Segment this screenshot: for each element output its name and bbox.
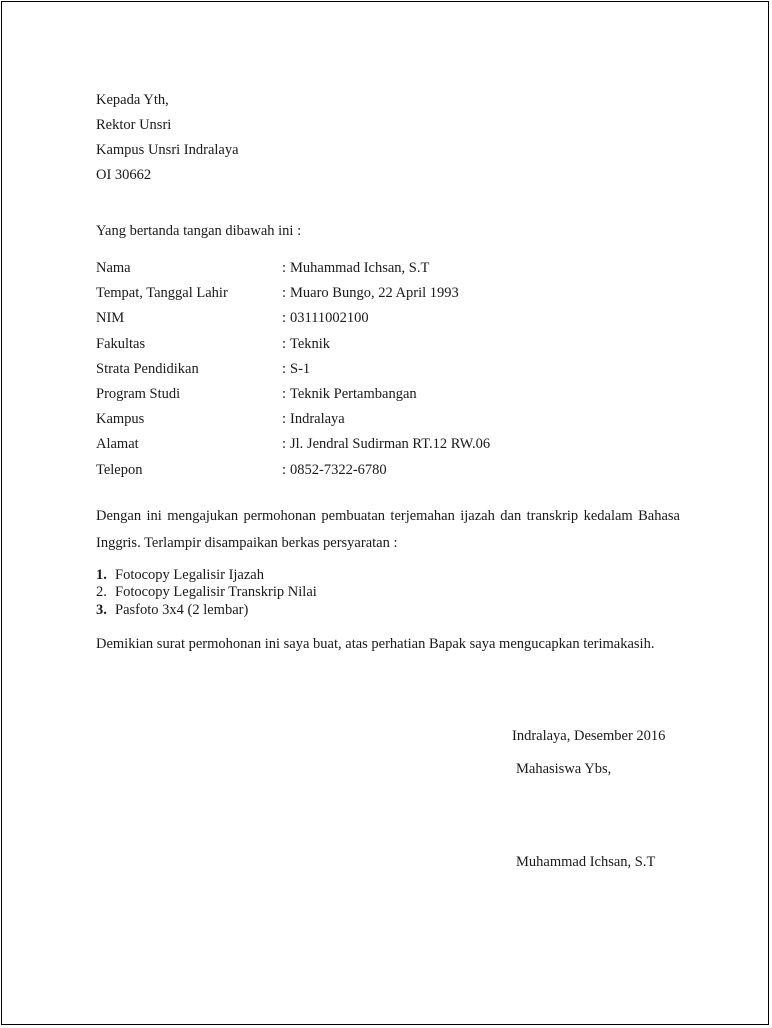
field-colon: : — [282, 360, 287, 377]
signature-name: Muhammad Ichsan, S.T — [516, 854, 656, 870]
field-value: Teknik Pertambangan — [290, 385, 417, 402]
field-label: Strata Pendidikan — [96, 360, 199, 377]
field-value: 0852-7322-6780 — [290, 461, 387, 478]
field-value: Muhammad Ichsan, S.T — [290, 260, 430, 276]
intro-text: Yang bertanda tangan dibawah ini : — [96, 223, 302, 239]
field-row-prodi — [96, 384, 680, 409]
attachment-list — [96, 567, 680, 620]
field-row-nama — [96, 258, 680, 283]
list-number: 3. — [96, 601, 107, 618]
field-value: Teknik — [290, 335, 331, 352]
list-text: Fotocopy Legalisir Ijazah — [115, 566, 264, 583]
field-row-nim — [96, 308, 680, 333]
field-colon: : — [282, 385, 287, 402]
field-colon: : — [282, 461, 287, 478]
list-text: Fotocopy Legalisir Transkrip Nilai — [115, 584, 317, 601]
field-value: Indralaya — [290, 411, 345, 428]
field-value: 03111002100 — [290, 310, 369, 327]
field-label: NIM — [96, 310, 125, 327]
signature-place-date: Indralaya, Desember 2016 — [512, 728, 666, 744]
list-item — [96, 567, 680, 585]
field-colon: : — [282, 310, 287, 327]
field-colon: : — [282, 436, 287, 453]
field-row-alamat — [96, 434, 680, 459]
field-colon: : — [282, 285, 287, 302]
field-label: Fakultas — [96, 335, 146, 352]
address-line: OI 30662 — [96, 167, 152, 183]
list-item — [96, 584, 680, 602]
field-label: Program Studi — [96, 385, 181, 402]
document-page — [1, 1, 769, 1025]
closing-paragraph: Demikian surat permohonan ini saya buat, atas perhatian Bapak saya mengucapkan terimakasih. — [96, 636, 655, 653]
personal-details — [96, 258, 680, 485]
list-text: Pasfoto 3x4 (2 lembar) — [115, 601, 249, 618]
field-row-strata — [96, 359, 680, 384]
field-value: Muaro Bungo, 22 April 1993 — [290, 285, 459, 302]
field-colon: : — [282, 260, 287, 276]
request-paragraph: Dengan ini mengajukan permohonan pembuatan terjemahan ijazah dan transkrip kedalam Bahasa Inggris. Terlampir disampaikan berkas persyaratan : — [96, 507, 680, 551]
field-row-kampus — [96, 409, 680, 434]
field-colon: : — [282, 411, 287, 428]
field-label: Kampus — [96, 411, 145, 428]
recipient-address — [96, 90, 680, 190]
list-number: 1. — [96, 566, 107, 583]
field-label: Alamat — [96, 436, 139, 453]
field-colon: : — [282, 335, 287, 352]
signature-role: Mahasiswa Ybs, — [516, 761, 612, 777]
field-label: Telepon — [96, 461, 143, 478]
field-row-telepon — [96, 460, 680, 485]
field-label: Nama — [96, 260, 131, 276]
field-row-ttl — [96, 283, 680, 308]
field-row-fakultas — [96, 334, 680, 359]
letter-body — [96, 90, 680, 654]
field-value: S-1 — [290, 360, 311, 377]
address-line: Rektor Unsri — [96, 117, 172, 133]
list-item — [96, 602, 680, 620]
list-number: 2. — [96, 584, 107, 601]
address-line: Kampus Unsri Indralaya — [96, 142, 239, 158]
field-label: Tempat, Tanggal Lahir — [96, 285, 228, 302]
address-line: Kepada Yth, — [96, 92, 169, 108]
field-value: Jl. Jendral Sudirman RT.12 RW.06 — [290, 436, 491, 453]
